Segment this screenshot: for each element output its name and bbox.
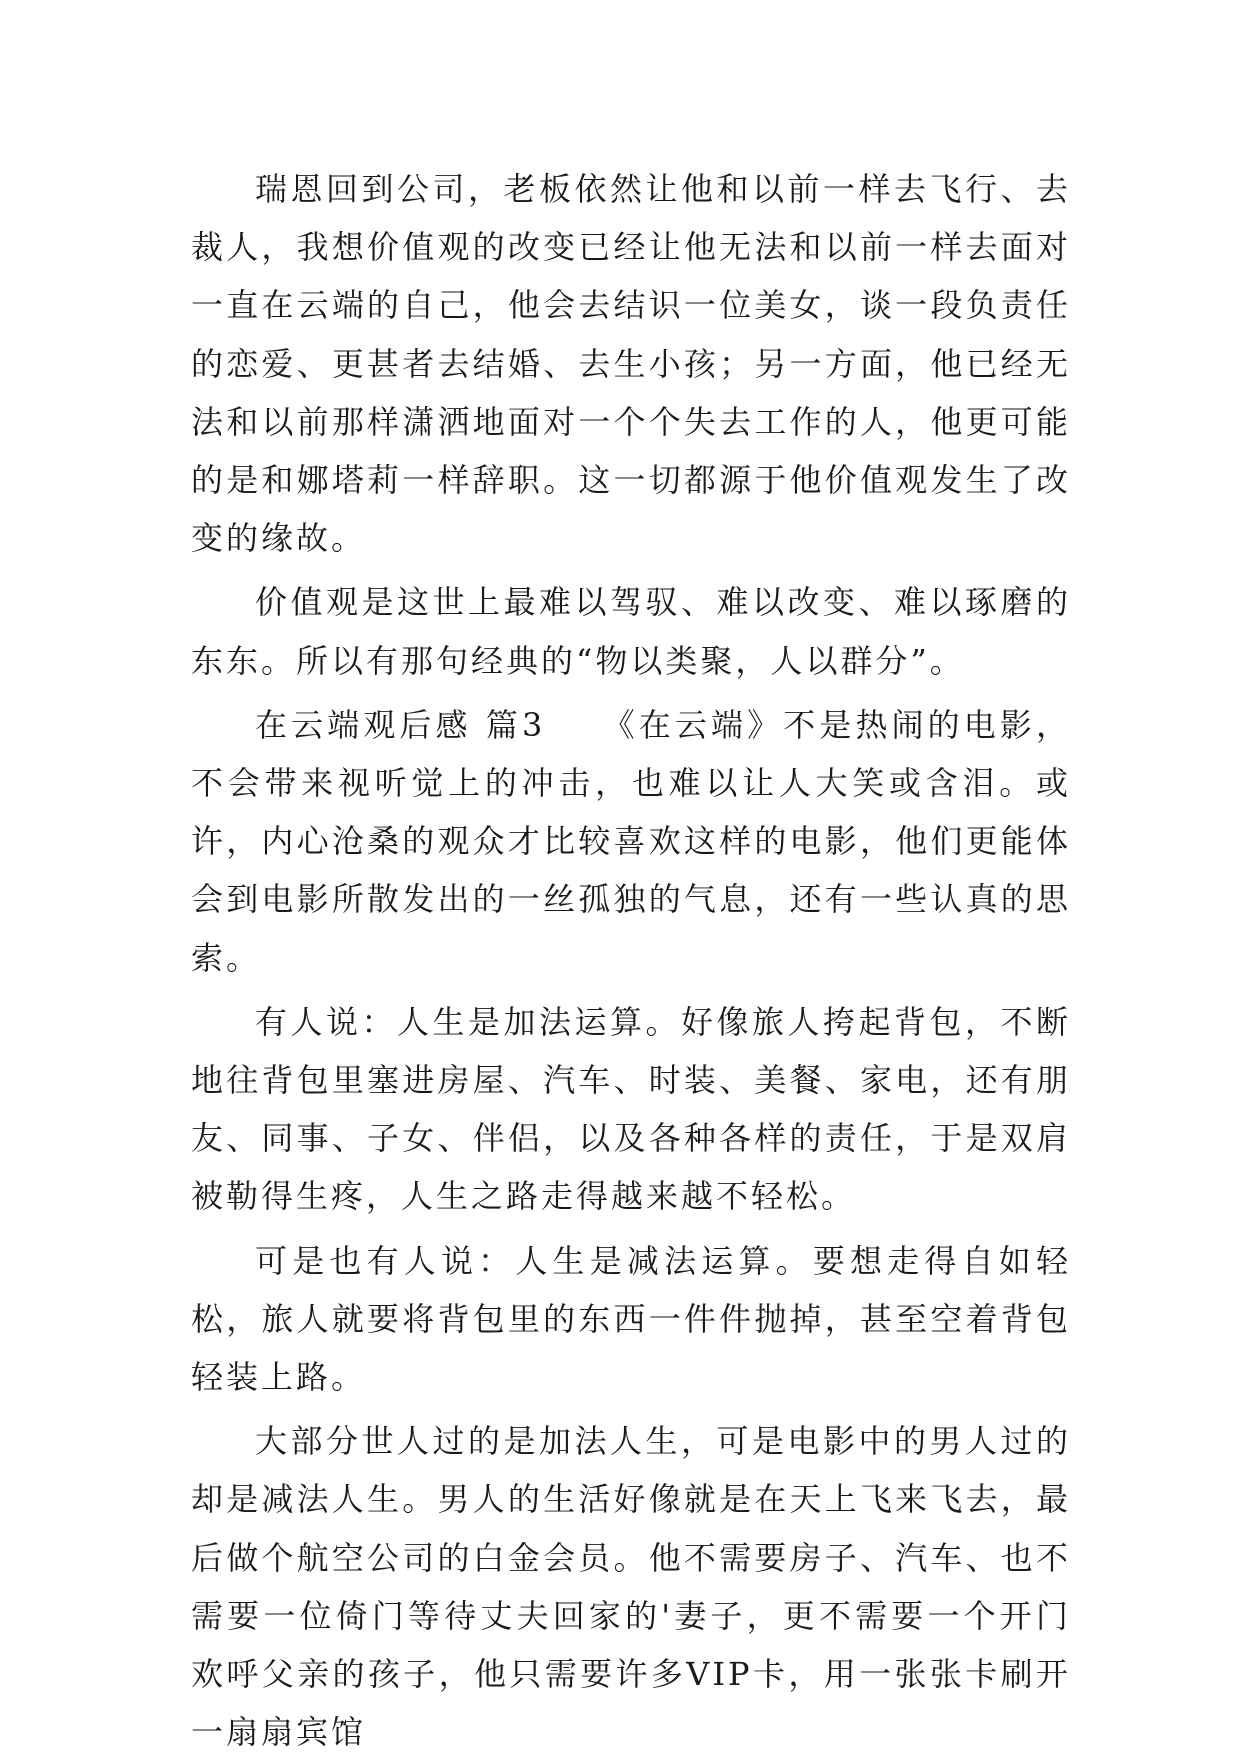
paragraph: 瑞恩回到公司，老板依然让他和以前一样去飞行、去裁人，我想价值观的改变已经让他无法和以前一样去面对一直在云端的自己，他会去结识一位美女，谈一段负责任的恋爱、更甚者去结婚、去生小孩；另一方面，他已经无法和以前那样潇洒地面对一个个失去工作的人，他更可能的是和娜塔莉一样辞职。这一切都源于他价值观发生了改变的缘故。 (191, 170, 1071, 558)
paragraph: 在云端观后感 篇3 《在云端》不是热闹的电影，不会带来视听觉上的冲击，也难以让人大笑或含泪。或许，内心沧桑的观众才比较喜欢这样的电影，他们更能体会到电影所散发出的一丝孤独的气息，还有一些认真的思索。 (191, 705, 1071, 977)
paragraph: 大部分世人过的是加法人生，可是电影中的男人过的却是减法人生。男人的生活好像就是在天上飞来飞去，最后做个航空公司的白金会员。他不需要房子、汽车、也不需要一位倚门等待丈夫回家的'妻子，更不需要一个开门欢呼父亲的孩子，他只需要许多VIP卡，用一张张卡刷开一扇扇宾馆 (191, 1422, 1071, 1752)
paragraph: 有人说：人生是加法运算。好像旅人挎起背包，不断地往背包里塞进房屋、汽车、时装、美餐、家电，还有朋友、同事、子女、伴侣，以及各种各样的责任，于是双肩被勒得生疼，人生之路走得越来越不轻松。 (191, 1002, 1071, 1216)
paragraph: 价值观是这世上最难以驾驭、难以改变、难以琢磨的东东。所以有那句经典的“物以类聚，人以群分”。 (191, 583, 1071, 680)
document-body (191, 160, 1071, 1761)
paragraph: 可是也有人说：人生是减法运算。要想走得自如轻松，旅人就要将背包里的东西一件件抛掉，甚至空着背包轻装上路。 (191, 1241, 1071, 1397)
